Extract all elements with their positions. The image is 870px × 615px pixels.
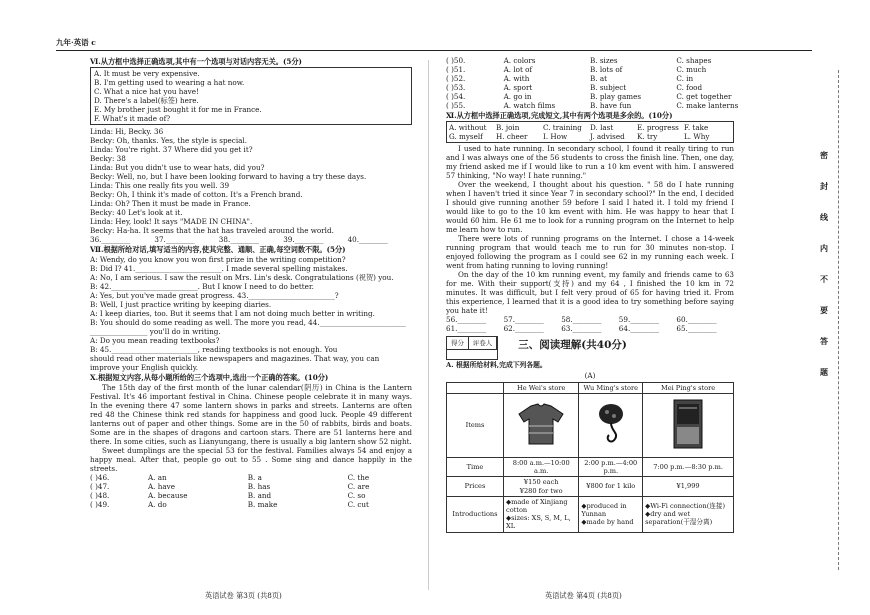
choice-row[interactable]: [446, 65, 734, 74]
running-paragraph: There were lots of running programs on the Internet. I chose a 14-week running program that would teach me to run for 30 minutes non-stop. I enjoyed following the program as I could see 62 in my running each week. I went from hating running to loving running!: [446, 234, 734, 270]
item-cell: [643, 393, 734, 457]
dialogue-line: A: Wendy, do you know you won first prize in the writing competition?: [90, 255, 346, 264]
choice-a[interactable]: A. have: [147, 482, 175, 491]
question-number: ( )53.: [446, 83, 466, 92]
header-cell: Mei Ping's store: [643, 382, 734, 393]
answer-blank[interactable]: 37.________: [154, 235, 195, 244]
choice-c[interactable]: C. so: [347, 491, 366, 500]
dialogue-line: Becky: Oh, I think it's made of cotton. It's a French brand.: [90, 190, 303, 199]
part-3-instruction: A. 根据所给材料,完成下列各题。: [446, 361, 547, 370]
time-cell: 2:00 p.m.—4:00 p.m.: [579, 457, 643, 476]
word-option: J. advised: [590, 132, 625, 141]
section-9-heading: Ⅺ.从方框中选择正确选项,完成短文,其中有两个选项是多余的。(10分): [446, 111, 673, 120]
item-cell: [579, 393, 643, 457]
row-label: Time: [447, 457, 504, 476]
seal-char: 封: [820, 181, 828, 191]
running-paragraph: Over the weekend, I thought about his question. " 58 do I hate running when I haven't tried it since Year 7 in secondary school?" In the end, I decided I should give running another 59 before I said I hated it. I told my friend I would like to go to the 10 km event with him. He was happy to hear that I would 60 him. He 61 me to look for a running program on the Internet to help me learn how to run.: [446, 180, 734, 234]
table-row: [447, 477, 734, 496]
question-number: ( )48.: [90, 491, 110, 500]
table-row: [447, 496, 734, 532]
price-cell: ¥1,999: [643, 477, 734, 496]
choice-b[interactable]: B. sizes: [589, 56, 618, 65]
choice-b[interactable]: B. have fun: [589, 101, 632, 110]
header-rule: [56, 50, 812, 51]
grader-label: 评卷人: [469, 337, 497, 349]
seal-char: 题: [820, 367, 828, 377]
price-cell: ¥150 each ¥280 for two: [504, 477, 579, 496]
header-cell: He Wei's store: [504, 382, 579, 393]
question-number: ( )55.: [446, 101, 466, 110]
table-row: [447, 457, 734, 476]
seal-char: 线: [820, 212, 828, 222]
score-cell[interactable]: [447, 349, 469, 359]
dialogue-line: A: No, I am serious. I saw the result on Mrs. Lin's desk. Congratulations (祝贺) you.: [90, 273, 394, 282]
choice-c[interactable]: C. shapes: [676, 56, 712, 65]
answer-blanks-36-40: [90, 235, 412, 244]
answer-blank[interactable]: 62.________: [503, 324, 544, 333]
page-header: 九年·英语 c: [56, 38, 96, 47]
dialogue-line: Linda: This one really fits you well. 39: [90, 181, 230, 190]
answer-blank[interactable]: 58.________: [561, 315, 602, 324]
choice-c[interactable]: C. in: [676, 74, 694, 83]
header-cell: Wu Ming's store: [579, 382, 643, 393]
option: A. It must be very expensive.: [94, 69, 200, 78]
item-cell: [504, 393, 579, 457]
choice-c[interactable]: C. get together: [676, 92, 732, 101]
seal-line: [838, 70, 839, 570]
choice-a[interactable]: A. sport: [503, 83, 533, 92]
choice-row[interactable]: [446, 92, 734, 101]
dialogue-line: B: 45.________________________, reading textbooks is not enough. You: [90, 345, 338, 354]
choice-b[interactable]: B. make: [247, 500, 278, 509]
section-6-options: [90, 67, 412, 125]
word-option: G. myself: [449, 132, 483, 141]
dialogue-line: B: 42.________________________. But I know I need to do better.: [90, 282, 314, 291]
choice-row[interactable]: [446, 74, 734, 83]
dialogue-line: ________________ you'll do in writing.: [90, 327, 221, 336]
word-option: D. last: [590, 123, 614, 132]
choices-50-55: [446, 56, 739, 110]
choice-b[interactable]: B. lots of: [589, 65, 623, 74]
answer-blank[interactable]: 57.________: [503, 315, 544, 324]
dialogue-line: Becky: 38: [90, 154, 126, 163]
seal-char: 密: [820, 150, 828, 160]
section-7-heading: Ⅶ.根据所给对话,填写适当的内容,使其完整、通顺、正确,每空词数不限。(5分): [90, 245, 346, 254]
footer-left: 英语试卷 第3页 (共8页): [205, 591, 282, 600]
subsection-label: (A): [584, 370, 596, 380]
time-cell: 7:00 p.m.—8:30 p.m.: [643, 457, 734, 476]
row-label: Prices: [447, 477, 504, 496]
section-7-dialogue: [90, 255, 412, 372]
answer-blanks-61-65: [446, 324, 734, 333]
dialogue-line: Linda: You're right. 37 Where did you get it?: [90, 145, 253, 154]
right-page: [446, 56, 739, 533]
answer-blank[interactable]: 38.________: [218, 235, 259, 244]
word-option: A. without: [449, 123, 487, 132]
choice-c[interactable]: C. food: [676, 83, 703, 92]
choice-a[interactable]: A. go in: [503, 92, 532, 101]
option: B. I'm getting used to wearing a hat now.: [94, 78, 245, 87]
store-table: [446, 382, 734, 533]
dialogue-line: A: I keep diaries, too. But it seems that I am not doing much better in writing.: [90, 309, 375, 318]
choice-c[interactable]: C. cut: [347, 500, 369, 509]
choice-a[interactable]: A. an: [147, 473, 167, 482]
choice-row[interactable]: [446, 83, 734, 92]
answer-blank[interactable]: 40.________: [347, 235, 388, 244]
choice-b[interactable]: B. at: [589, 74, 608, 83]
dialogue-line: B: Well, I just practice writing by keeping diaries.: [90, 300, 272, 309]
page-divider: [428, 60, 429, 590]
seal-char: 不: [820, 274, 828, 284]
dialogue-line: improve your English quickly.: [90, 363, 199, 372]
word-option: B. join: [496, 123, 520, 132]
header-cell: [447, 382, 504, 393]
tshirt-icon: [516, 402, 566, 446]
seal-char: 要: [820, 305, 828, 315]
dialogue-line: B: Did I? 41.________________________. I made several spelling mistakes.: [90, 264, 348, 273]
dialogue-line: Linda: But you didn't use to wear hats, did you?: [90, 163, 265, 172]
choice-row[interactable]: [90, 491, 412, 500]
section-9-options: [446, 121, 734, 143]
score-label: 得分: [447, 337, 469, 349]
running-paragraph: I used to hate running. In secondary school, I found it really tiring to run and I was always one of the 56 students to cross the finish line. Then, one day, my friend asked me if I would like to run a 10 km event with him. I answered 57 thinking, "No way! I hate running.": [446, 144, 734, 180]
word-option: E. progress: [637, 123, 679, 132]
part-3-title: 三、阅读理解(共40分): [518, 339, 627, 351]
dialogue-line: Linda: Oh? Then it must be made in France.: [90, 199, 251, 208]
choice-a[interactable]: A. watch films: [503, 101, 556, 110]
tea-plant-icon: [591, 399, 631, 449]
row-label: Items: [447, 393, 504, 457]
answer-blank[interactable]: 63.________: [561, 324, 602, 333]
intro-cell: ◆Wi-Fi connection(连接) ◆dry and wet separation(干湿分离): [643, 496, 734, 532]
price-cell: ¥800 for 1 kilo: [579, 477, 643, 496]
answer-blanks-56-60: [446, 315, 734, 324]
answer-blank[interactable]: 59.________: [618, 315, 659, 324]
answer-blank[interactable]: 61.________: [446, 324, 487, 333]
choice-c[interactable]: C. are: [347, 482, 370, 491]
choice-a[interactable]: A. with: [503, 74, 530, 83]
question-number: ( )52.: [446, 74, 466, 83]
question-number: ( )47.: [90, 482, 110, 491]
lantern-passage: The 15th day of the first month of the lunar calendar(阴历) in China is the Lantern Festival. It's 46 important festival in China. Chinese people celebrate it in many ways. In the evening there 47 some lantern shows in parks and streets. Lanterns are often red 48 the Chinese think red stands for happiness and good luck. People 49 different lanterns out of paper and other things. Some are in the 50 of rabbits, birds and boats. Some are in the shapes of dragons and cartoon stars. There are 51 lanterns here and there. In some cities, such as Lianyungang, there is usually a big lantern show 52 night.: [90, 383, 412, 446]
table-header-row: [447, 382, 734, 393]
choice-row[interactable]: [90, 500, 412, 509]
question-number: ( )50.: [446, 56, 466, 65]
dialogue-line: Linda: Hey, look! It says "MADE IN CHINA".: [90, 217, 253, 226]
answer-blank[interactable]: 65.________: [676, 324, 717, 333]
lantern-passage-2: Sweet dumplings are the special 53 for the festival. Families always 54 and enjoy a happy meal. After that, people go out to 55 . Some sing and dance happily in the streets.: [90, 446, 412, 473]
word-option: I. How: [543, 132, 568, 141]
choice-row[interactable]: [446, 101, 739, 110]
question-number: ( )51.: [446, 65, 466, 74]
row-label: Introductions: [447, 496, 504, 532]
choice-c[interactable]: C. make lanterns: [676, 101, 739, 110]
choice-b[interactable]: B. and: [247, 491, 272, 500]
running-paragraph: On the day of the 10 km running event, my family and friends came to 63 for me. With their support(支持) and my 64 , I finished the 10 km in 72 minutes. It was difficult, but I felt very proud of 65 for having tried it. From this experience, I learned that it is a good idea to try something before saying you hate it!: [446, 270, 734, 315]
word-option: F. take: [684, 123, 709, 132]
choice-c[interactable]: C. much: [676, 65, 707, 74]
intro-cell: ◆produced in Yunnan ◆made by hand: [579, 496, 643, 532]
answer-blank[interactable]: 64.________: [618, 324, 659, 333]
section-8-heading: Ⅹ.根据短文内容,从每小题所给的三个选项中,选出一个正确的答案。(10分): [90, 373, 329, 382]
intro-cell: ◆made of Xinjiang cotton ◆sizes: XS, S, M, L, XL: [504, 496, 579, 532]
section-6-heading: Ⅵ.从方框中选择正确选项,其中有一个选项与对话内容无关。(5分): [90, 57, 302, 66]
word-option: H. cheer: [496, 132, 528, 141]
left-page: [90, 56, 412, 509]
dialogue-line: Becky: Well, no, but I have been looking forward to having a try these days.: [90, 172, 367, 181]
answer-blank[interactable]: 60.________: [676, 315, 717, 324]
choice-c[interactable]: C. the: [347, 473, 370, 482]
option: C. What a nice hat you have!: [94, 87, 199, 96]
choice-b[interactable]: B. play games: [589, 92, 642, 101]
choice-b[interactable]: B. subject: [589, 83, 627, 92]
option: E. My brother just bought it for me in France.: [94, 105, 262, 114]
dialogue-line: Linda: Hi, Becky. 36: [90, 127, 164, 136]
dialogue: [90, 127, 412, 235]
seal-char: 内: [820, 243, 828, 253]
choice-b[interactable]: B. a: [247, 473, 262, 482]
dialogue-line: Becky: Ha-ha. It seems that the hat has traveled around the world.: [90, 226, 334, 235]
question-number: ( )46.: [90, 473, 110, 482]
dialogue-line: should read other materials like newspapers and magazines. That way, you can: [90, 354, 380, 363]
time-cell: 8:00 a.m.—10:00 a.m.: [504, 457, 579, 476]
word-option: L. Why: [684, 132, 710, 141]
choice-row[interactable]: [446, 56, 734, 65]
table-row: [447, 393, 734, 457]
question-number: ( )54.: [446, 92, 466, 101]
score-box: [446, 336, 498, 360]
word-option: C. training: [543, 123, 582, 132]
seal-line-notice: [820, 150, 830, 398]
answer-blank[interactable]: 39.________: [283, 235, 324, 244]
choice-a[interactable]: A. because: [147, 491, 188, 500]
choices-46-49: [90, 473, 412, 509]
dialogue-line: Becky: Oh, thanks. Yes, the style is special.: [90, 136, 247, 145]
option: D. There's a label(标签) here.: [94, 96, 199, 105]
word-option: K. try: [637, 132, 658, 141]
dialogue-line: Becky: 40 Let's look at it.: [90, 208, 183, 217]
grader-cell[interactable]: [469, 349, 497, 359]
answer-blank[interactable]: 36.________: [90, 235, 131, 244]
footer-right: 英语试卷 第4页 (共8页): [545, 591, 622, 600]
choice-row[interactable]: [90, 473, 412, 482]
question-number: ( )49.: [90, 500, 110, 509]
part-3-header: [446, 336, 734, 360]
choice-a[interactable]: A. lot of: [503, 65, 533, 74]
dialogue-line: A: Yes, but you've made great progress. 43.________________________?: [90, 291, 339, 300]
dialogue-line: B: You should do some reading as well. The more you read, 44.________________________: [90, 318, 406, 327]
choice-a[interactable]: A. do: [147, 500, 167, 509]
option: F. What's it made of?: [94, 114, 171, 123]
answer-blank[interactable]: 56.________: [446, 315, 487, 324]
seal-char: 答: [820, 336, 828, 346]
choice-a[interactable]: A. colors: [503, 56, 536, 65]
washing-machine-icon: [671, 398, 705, 450]
choice-row[interactable]: [90, 482, 412, 491]
choice-b[interactable]: B. has: [247, 482, 271, 491]
dialogue-line: A: Do you mean reading textbooks?: [90, 336, 220, 345]
